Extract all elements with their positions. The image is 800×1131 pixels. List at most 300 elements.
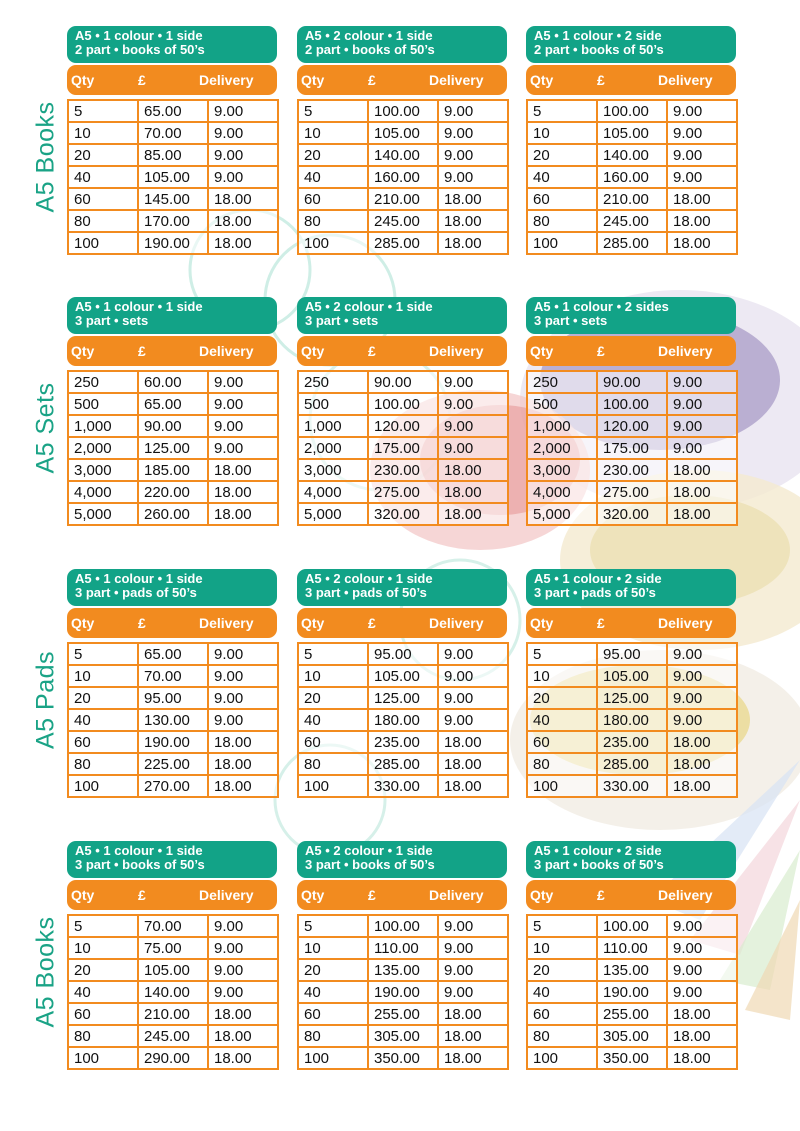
table-row	[527, 643, 737, 665]
product-title	[526, 297, 736, 334]
qty-cell: 100	[298, 1047, 368, 1069]
qty-cell: 40	[298, 981, 368, 1003]
price-cell: 260.00	[138, 503, 208, 525]
delivery-cell: 18.00	[438, 503, 508, 525]
delivery-cell: 9.00	[438, 665, 508, 687]
table-row	[68, 100, 278, 122]
table-row	[68, 709, 278, 731]
table-row	[527, 100, 737, 122]
column-header	[297, 880, 507, 910]
table-row	[298, 753, 508, 775]
price-cell: 60.00	[138, 371, 208, 393]
price-cell: 235.00	[597, 731, 667, 753]
price-cell: 245.00	[368, 210, 438, 232]
price-cell: 120.00	[597, 415, 667, 437]
table-row	[527, 481, 737, 503]
price-cell: 125.00	[597, 687, 667, 709]
qty-cell: 60	[298, 188, 368, 210]
delivery-cell: 9.00	[667, 687, 737, 709]
qty-cell: 5	[68, 643, 138, 665]
column-header	[67, 336, 277, 366]
table-row	[68, 188, 278, 210]
price-cell: 65.00	[138, 643, 208, 665]
price-table	[526, 99, 738, 255]
header-delivery: Delivery	[658, 72, 713, 88]
qty-cell: 40	[527, 709, 597, 731]
price-cell: 95.00	[597, 643, 667, 665]
qty-cell: 80	[68, 1025, 138, 1047]
delivery-cell: 18.00	[667, 459, 737, 481]
header-delivery: Delivery	[429, 615, 484, 631]
price-cell: 305.00	[368, 1025, 438, 1047]
qty-cell: 1,000	[68, 415, 138, 437]
product-title	[67, 26, 277, 63]
header-qty: Qty	[530, 343, 554, 359]
price-cell: 140.00	[368, 144, 438, 166]
qty-cell: 100	[527, 1047, 597, 1069]
price-cell: 170.00	[138, 210, 208, 232]
delivery-cell: 18.00	[438, 1025, 508, 1047]
delivery-cell: 9.00	[667, 371, 737, 393]
qty-cell: 10	[527, 122, 597, 144]
table-row	[298, 643, 508, 665]
qty-cell: 10	[68, 665, 138, 687]
product-title-line2: 2 part • books of 50’s	[534, 42, 664, 57]
delivery-cell: 9.00	[208, 415, 278, 437]
price-cell: 75.00	[138, 937, 208, 959]
qty-cell: 4,000	[527, 481, 597, 503]
price-cell: 105.00	[368, 665, 438, 687]
product-title-line2: 3 part • pads of 50’s	[534, 585, 656, 600]
delivery-cell: 18.00	[208, 1025, 278, 1047]
product-title-line2: 3 part • books of 50’s	[534, 857, 664, 872]
qty-cell: 250	[527, 371, 597, 393]
qty-cell: 10	[298, 937, 368, 959]
section-a5-books-3part	[0, 841, 800, 1103]
delivery-cell: 18.00	[667, 1025, 737, 1047]
qty-cell: 20	[527, 144, 597, 166]
table-row	[527, 503, 737, 525]
qty-cell: 20	[527, 687, 597, 709]
delivery-cell: 9.00	[438, 959, 508, 981]
delivery-cell: 9.00	[438, 415, 508, 437]
table-row	[68, 393, 278, 415]
delivery-cell: 9.00	[208, 371, 278, 393]
header-qty: Qty	[301, 887, 325, 903]
table-row	[298, 393, 508, 415]
qty-cell: 80	[298, 753, 368, 775]
table-row	[68, 144, 278, 166]
qty-cell: 40	[527, 981, 597, 1003]
header-price: £	[138, 343, 146, 359]
price-cell: 100.00	[368, 100, 438, 122]
table-row	[298, 915, 508, 937]
price-cell: 110.00	[368, 937, 438, 959]
price-cell: 320.00	[368, 503, 438, 525]
column-header	[297, 65, 507, 95]
qty-cell: 250	[68, 371, 138, 393]
delivery-cell: 9.00	[208, 915, 278, 937]
table-row	[298, 122, 508, 144]
delivery-cell: 18.00	[208, 1003, 278, 1025]
delivery-cell: 9.00	[438, 937, 508, 959]
product-title	[526, 841, 736, 878]
product-title	[297, 26, 507, 63]
header-qty: Qty	[530, 887, 554, 903]
price-cell: 285.00	[597, 232, 667, 254]
table-row	[68, 643, 278, 665]
delivery-cell: 9.00	[438, 709, 508, 731]
qty-cell: 80	[527, 753, 597, 775]
qty-cell: 1,000	[527, 415, 597, 437]
table-row	[68, 1003, 278, 1025]
header-delivery: Delivery	[199, 615, 254, 631]
price-cell: 225.00	[138, 753, 208, 775]
delivery-cell: 18.00	[208, 188, 278, 210]
delivery-cell: 9.00	[438, 166, 508, 188]
header-qty: Qty	[71, 343, 95, 359]
delivery-cell: 18.00	[667, 481, 737, 503]
table-row	[527, 1047, 737, 1069]
delivery-cell: 18.00	[208, 753, 278, 775]
qty-cell: 2,000	[527, 437, 597, 459]
product-title	[526, 569, 736, 606]
qty-cell: 5	[298, 100, 368, 122]
qty-cell: 250	[298, 371, 368, 393]
qty-cell: 80	[527, 1025, 597, 1047]
price-table	[67, 370, 279, 526]
delivery-cell: 18.00	[438, 775, 508, 797]
qty-cell: 20	[68, 959, 138, 981]
column-header	[526, 608, 736, 638]
delivery-cell: 9.00	[667, 415, 737, 437]
price-cell: 190.00	[368, 981, 438, 1003]
header-delivery: Delivery	[658, 887, 713, 903]
table-row	[298, 459, 508, 481]
delivery-cell: 9.00	[208, 643, 278, 665]
price-cell: 65.00	[138, 100, 208, 122]
price-cell: 275.00	[597, 481, 667, 503]
header-price: £	[597, 615, 605, 631]
price-cell: 270.00	[138, 775, 208, 797]
product-title	[67, 841, 277, 878]
table-row	[527, 232, 737, 254]
price-cell: 95.00	[368, 643, 438, 665]
delivery-cell: 9.00	[667, 981, 737, 1003]
qty-cell: 60	[68, 731, 138, 753]
price-cell: 105.00	[138, 166, 208, 188]
table-row	[298, 415, 508, 437]
price-cell: 210.00	[138, 1003, 208, 1025]
qty-cell: 100	[527, 775, 597, 797]
price-cell: 105.00	[138, 959, 208, 981]
table-row	[298, 232, 508, 254]
product-title-line1: A5 • 1 colour • 2 side	[534, 571, 662, 586]
table-row	[68, 959, 278, 981]
price-cell: 175.00	[368, 437, 438, 459]
header-qty: Qty	[71, 887, 95, 903]
delivery-cell: 9.00	[438, 643, 508, 665]
price-cell: 245.00	[138, 1025, 208, 1047]
delivery-cell: 18.00	[438, 731, 508, 753]
delivery-cell: 18.00	[208, 1047, 278, 1069]
price-cell: 125.00	[368, 687, 438, 709]
qty-cell: 100	[298, 232, 368, 254]
price-cell: 160.00	[597, 166, 667, 188]
qty-cell: 5	[527, 643, 597, 665]
price-cell: 255.00	[597, 1003, 667, 1025]
delivery-cell: 18.00	[438, 481, 508, 503]
product-title-line1: A5 • 1 colour • 2 sides	[534, 299, 669, 314]
product-title-line2: 3 part • books of 50’s	[75, 857, 205, 872]
table-row	[68, 1047, 278, 1069]
table-row	[68, 665, 278, 687]
table-row	[298, 709, 508, 731]
qty-cell: 10	[298, 122, 368, 144]
delivery-cell: 18.00	[438, 459, 508, 481]
table-row	[527, 415, 737, 437]
product-title	[67, 569, 277, 606]
product-title-line1: A5 • 2 colour • 1 side	[305, 843, 433, 858]
product-title-line2: 3 part • sets	[305, 313, 379, 328]
price-cell: 140.00	[597, 144, 667, 166]
price-cell: 180.00	[597, 709, 667, 731]
delivery-cell: 9.00	[667, 100, 737, 122]
table-row	[298, 371, 508, 393]
table-row	[298, 503, 508, 525]
delivery-cell: 9.00	[438, 915, 508, 937]
product-title	[526, 26, 736, 63]
qty-cell: 80	[527, 210, 597, 232]
qty-cell: 20	[298, 144, 368, 166]
section-a5-sets	[0, 297, 800, 559]
product-title-line1: A5 • 2 colour • 1 side	[305, 571, 433, 586]
price-cell: 105.00	[597, 665, 667, 687]
section-label-text: A5 Books	[31, 916, 60, 1028]
qty-cell: 100	[68, 775, 138, 797]
delivery-cell: 9.00	[208, 981, 278, 1003]
table-row	[68, 437, 278, 459]
qty-cell: 100	[68, 1047, 138, 1069]
header-delivery: Delivery	[199, 887, 254, 903]
qty-cell: 40	[68, 981, 138, 1003]
qty-cell: 20	[298, 687, 368, 709]
price-table	[526, 914, 738, 1070]
delivery-cell: 18.00	[667, 232, 737, 254]
delivery-cell: 9.00	[438, 393, 508, 415]
qty-cell: 2,000	[298, 437, 368, 459]
table-row	[298, 937, 508, 959]
table-row	[298, 1003, 508, 1025]
qty-cell: 40	[527, 166, 597, 188]
header-delivery: Delivery	[199, 343, 254, 359]
qty-cell: 2,000	[68, 437, 138, 459]
price-cell: 145.00	[138, 188, 208, 210]
table-row	[298, 188, 508, 210]
qty-cell: 40	[68, 709, 138, 731]
price-cell: 100.00	[597, 393, 667, 415]
delivery-cell: 9.00	[438, 371, 508, 393]
price-table	[67, 642, 279, 798]
header-delivery: Delivery	[199, 72, 254, 88]
section-label-text: A5 Pads	[31, 650, 60, 750]
delivery-cell: 9.00	[667, 665, 737, 687]
product-title	[297, 569, 507, 606]
table-row	[68, 915, 278, 937]
qty-cell: 100	[527, 232, 597, 254]
table-row	[298, 210, 508, 232]
price-cell: 140.00	[138, 981, 208, 1003]
product-title-line1: A5 • 2 colour • 1 side	[305, 299, 433, 314]
column-header	[67, 880, 277, 910]
qty-cell: 60	[68, 188, 138, 210]
price-cell: 130.00	[138, 709, 208, 731]
column-header	[526, 65, 736, 95]
product-title-line2: 3 part • pads of 50’s	[75, 585, 197, 600]
table-row	[298, 665, 508, 687]
section-a5-books-2part	[0, 26, 800, 288]
table-row	[68, 371, 278, 393]
price-cell: 90.00	[368, 371, 438, 393]
delivery-cell: 18.00	[208, 731, 278, 753]
header-qty: Qty	[71, 615, 95, 631]
qty-cell: 1,000	[298, 415, 368, 437]
delivery-cell: 18.00	[438, 210, 508, 232]
price-cell: 90.00	[597, 371, 667, 393]
header-price: £	[138, 72, 146, 88]
table-row	[298, 775, 508, 797]
delivery-cell: 18.00	[208, 503, 278, 525]
qty-cell: 10	[68, 122, 138, 144]
table-row	[298, 100, 508, 122]
price-cell: 350.00	[597, 1047, 667, 1069]
product-title-line2: 3 part • pads of 50’s	[305, 585, 427, 600]
header-price: £	[368, 615, 376, 631]
price-cell: 230.00	[597, 459, 667, 481]
delivery-cell: 9.00	[667, 122, 737, 144]
qty-cell: 40	[298, 166, 368, 188]
delivery-cell: 9.00	[667, 937, 737, 959]
column-header	[67, 65, 277, 95]
table-row	[68, 232, 278, 254]
price-table	[526, 642, 738, 798]
price-cell: 100.00	[368, 393, 438, 415]
qty-cell: 4,000	[298, 481, 368, 503]
table-row	[298, 166, 508, 188]
qty-cell: 5	[527, 100, 597, 122]
delivery-cell: 18.00	[667, 775, 737, 797]
delivery-cell: 9.00	[208, 144, 278, 166]
table-row	[527, 915, 737, 937]
price-table	[297, 99, 509, 255]
table-row	[68, 775, 278, 797]
header-delivery: Delivery	[429, 887, 484, 903]
delivery-cell: 9.00	[438, 144, 508, 166]
delivery-cell: 18.00	[667, 1047, 737, 1069]
price-cell: 100.00	[368, 915, 438, 937]
qty-cell: 80	[298, 210, 368, 232]
header-price: £	[368, 887, 376, 903]
qty-cell: 10	[527, 665, 597, 687]
table-row	[298, 959, 508, 981]
price-table	[526, 370, 738, 526]
product-title-line2: 3 part • books of 50’s	[305, 857, 435, 872]
price-cell: 100.00	[597, 915, 667, 937]
qty-cell: 60	[527, 1003, 597, 1025]
price-cell: 290.00	[138, 1047, 208, 1069]
delivery-cell: 9.00	[208, 959, 278, 981]
table-row	[68, 937, 278, 959]
table-row	[68, 731, 278, 753]
header-price: £	[368, 72, 376, 88]
price-cell: 330.00	[597, 775, 667, 797]
table-row	[68, 166, 278, 188]
qty-cell: 5,000	[68, 503, 138, 525]
price-cell: 120.00	[368, 415, 438, 437]
price-cell: 190.00	[138, 232, 208, 254]
product-title-line1: A5 • 1 colour • 1 side	[75, 843, 203, 858]
qty-cell: 40	[298, 709, 368, 731]
table-row	[68, 753, 278, 775]
column-header	[297, 608, 507, 638]
qty-cell: 5	[68, 915, 138, 937]
table-row	[527, 981, 737, 1003]
table-row	[68, 503, 278, 525]
delivery-cell: 9.00	[208, 665, 278, 687]
table-row	[527, 437, 737, 459]
price-cell: 245.00	[597, 210, 667, 232]
header-price: £	[597, 887, 605, 903]
delivery-cell: 9.00	[208, 393, 278, 415]
section-label-text: A5 Sets	[31, 382, 60, 474]
qty-cell: 20	[68, 144, 138, 166]
delivery-cell: 18.00	[667, 210, 737, 232]
price-cell: 350.00	[368, 1047, 438, 1069]
table-row	[527, 166, 737, 188]
delivery-cell: 18.00	[208, 459, 278, 481]
product-title-line2: 2 part • books of 50’s	[75, 42, 205, 57]
header-price: £	[597, 343, 605, 359]
delivery-cell: 9.00	[208, 122, 278, 144]
price-cell: 320.00	[597, 503, 667, 525]
price-table	[297, 914, 509, 1070]
qty-cell: 5,000	[298, 503, 368, 525]
header-delivery: Delivery	[658, 615, 713, 631]
delivery-cell: 18.00	[438, 188, 508, 210]
price-cell: 105.00	[368, 122, 438, 144]
price-cell: 255.00	[368, 1003, 438, 1025]
product-title	[297, 841, 507, 878]
product-title-line1: A5 • 1 colour • 1 side	[75, 28, 203, 43]
delivery-cell: 18.00	[208, 775, 278, 797]
header-qty: Qty	[301, 615, 325, 631]
qty-cell: 60	[298, 1003, 368, 1025]
table-row	[298, 437, 508, 459]
qty-cell: 40	[68, 166, 138, 188]
delivery-cell: 9.00	[667, 437, 737, 459]
product-title-line2: 2 part • books of 50’s	[305, 42, 435, 57]
price-cell: 330.00	[368, 775, 438, 797]
table-row	[298, 1025, 508, 1047]
delivery-cell: 18.00	[208, 232, 278, 254]
delivery-cell: 18.00	[667, 188, 737, 210]
qty-cell: 80	[298, 1025, 368, 1047]
table-row	[527, 393, 737, 415]
price-cell: 135.00	[368, 959, 438, 981]
price-cell: 210.00	[597, 188, 667, 210]
section-a5-pads	[0, 569, 800, 831]
price-cell: 110.00	[597, 937, 667, 959]
